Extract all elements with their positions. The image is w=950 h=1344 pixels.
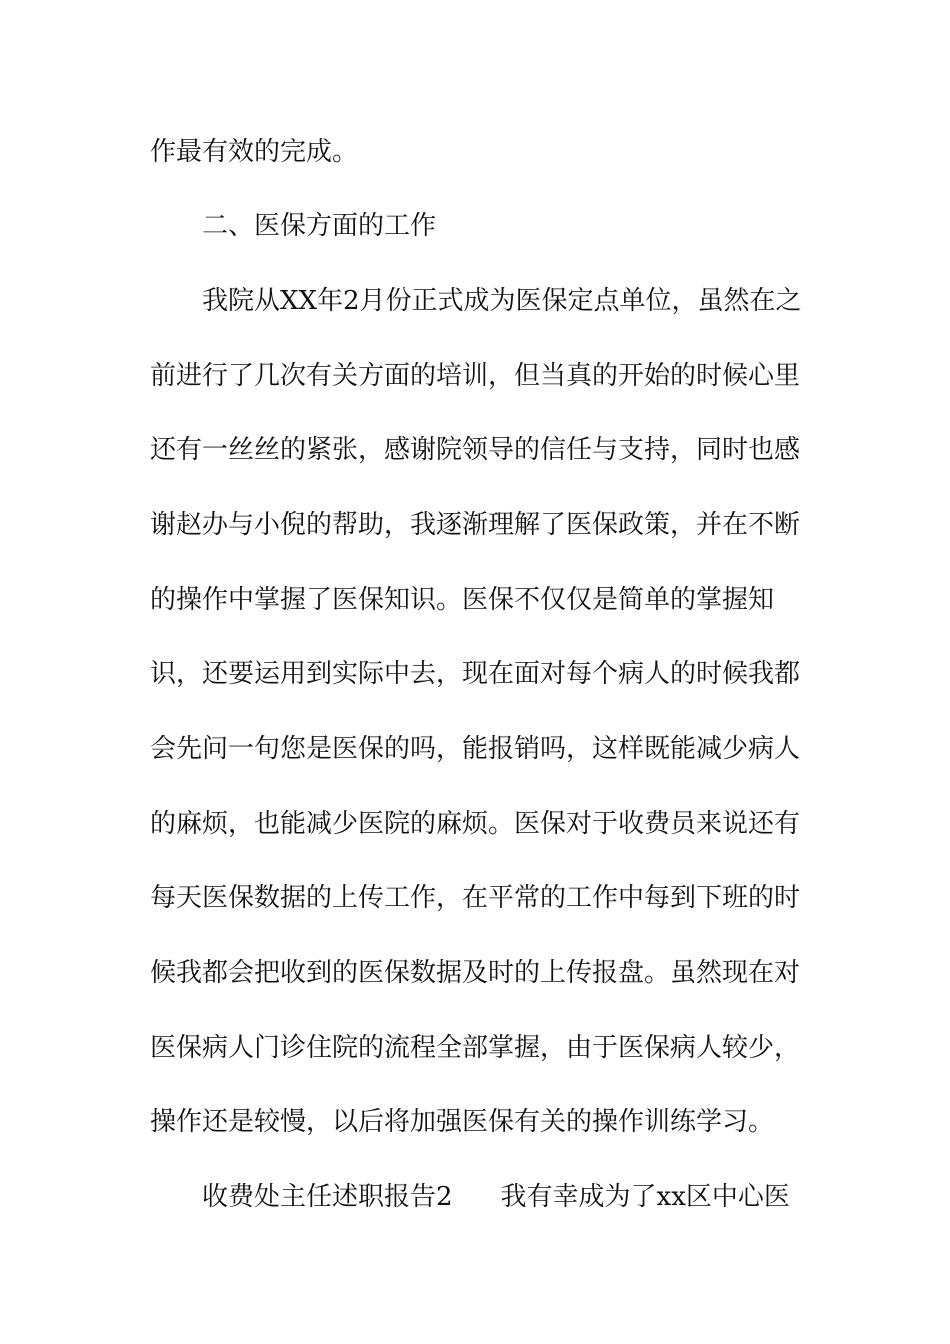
body-line: 前进行了几次有关方面的培训，但当真的开始的时候心里 [150,361,801,391]
body-line: 的麻烦，也能减少医院的麻烦。医保对于收费员来说还有 [150,809,801,839]
body-line: 我院从XX年2月份正式成为医保定点单位，虽然在之 [202,286,802,316]
section-heading: 二、医保方面的工作 [202,211,437,241]
body-line: 医保病人门诊住院的流程全部掌握，由于医保病人较少， [150,1033,801,1063]
body-line: 我有幸成为了xx区中心医 [500,1182,790,1212]
body-line: 识，还要运用到实际中去，现在面对每个病人的时候我都 [150,659,801,689]
body-line: 操作还是较慢，以后将加强医保有关的操作训练学习。 [150,1107,775,1137]
body-line: 每天医保数据的上传工作，在平常的工作中每到下班的时 [150,883,801,913]
body-line: 谢赵办与小倪的帮助，我逐渐理解了医保政策，并在不断 [150,510,801,540]
body-line: 的操作中掌握了医保知识。医保不仅仅是简单的掌握知 [150,585,775,615]
body-line: 作最有效的完成。 [150,137,359,167]
report-title: 收费处主任述职报告2 [202,1182,453,1212]
body-line: 候我都会把收到的医保数据及时的上传报盘。虽然现在对 [150,958,801,988]
body-line: 会先问一句您是医保的吗，能报销吗，这样既能减少病人 [150,734,801,764]
body-line: 还有一丝丝的紧张，感谢院领导的信任与支持，同时也感 [150,435,801,465]
report-title-line [202,1181,790,1213]
